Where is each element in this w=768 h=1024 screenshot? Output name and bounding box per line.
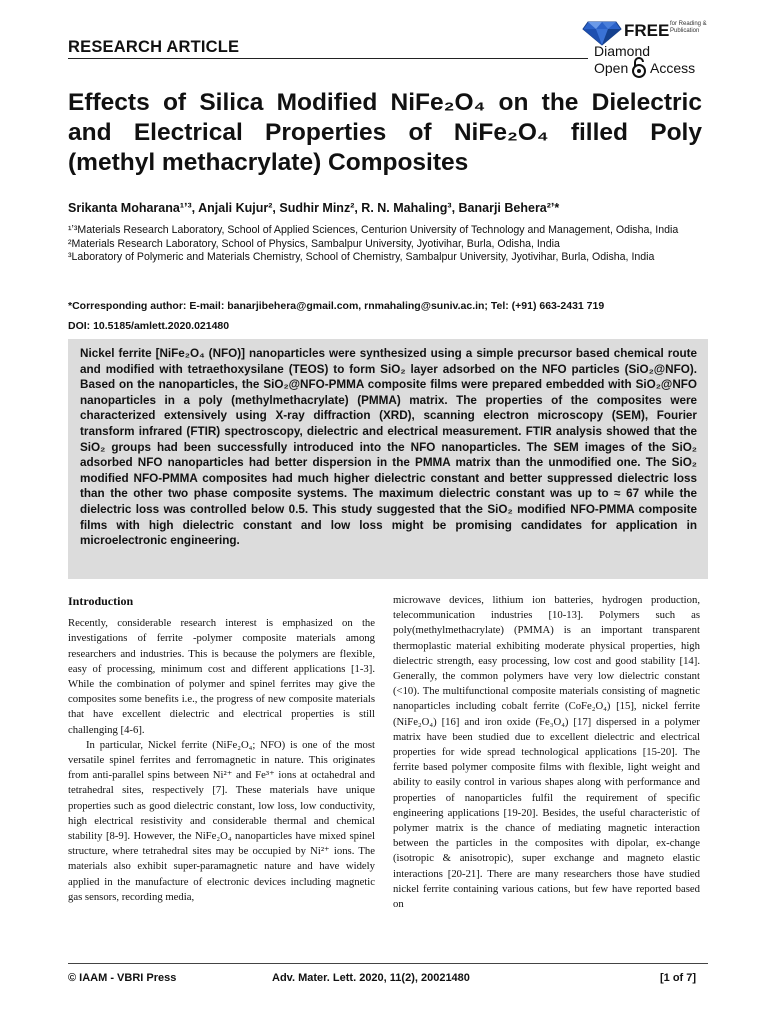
affiliations (68, 224, 708, 265)
access-label: Access (650, 60, 696, 76)
affiliation-3: ³Laboratory of Polymeric and Materials Chemistry, School of Chemistry, Sambalpur University, Jyotivihar, Burla, Odisha, India (68, 251, 655, 263)
diamond-gem-icon (582, 18, 622, 46)
corresponding-author: *Corresponding author: E-mail: banarjibehera@gmail.com, rnmahaling@suniv.ac.in; Tel: (+91) 663-2431 719 (68, 300, 605, 312)
free-note: for Reading & Publication (670, 21, 707, 34)
open-access-lock-icon (630, 56, 648, 78)
footer-page-number: [1 of 7] (660, 972, 697, 984)
header-divider (68, 58, 588, 59)
article-type-label: RESEARCH ARTICLE (68, 38, 240, 56)
affiliation-2: ²Materials Research Laboratory, School of Physics, Sambalpur University, Jyotivihar, Burla, Odisha, India (68, 237, 560, 250)
footer-publisher: © IAAM - VBRI Press (68, 972, 177, 984)
abstract-box: Nickel ferrite [NiFe₂O₄ (NFO)] nanoparticles were synthesized using a simple precursor based chemical route and modified with tetraethoxysilane (TEOS) to form SiO₂ layer adsorbed on the NFO particles (SiO₂@NFO). Based on the nanoparticles, the SiO₂@NFO-PMMA composite films were prepared embedded with SiO₂@NFO nanoparticles in a poly (methylmethacrylate) (PMMA) matrix. The properties of the composites were characterized extensively using X-ray diffraction (XRD), scanning electron microscopy (SEM), Fourier transform infrared (FTIR) spectroscopy, dielectric and electrical measurement. FTIR analysis showed that the SiO₂ groups had been successfully introduced into the NFO nanoparticles. The SEM images of the SiO₂ adsorbed NFO nanoparticles had better dispersion in the PMMA matrix than the unmodified one. The SiO₂ modified NFO-PMMA composites had much higher dielectric constant and better suppressed dielectric loss than the other two phase composite systems. The maximum dielectric constant was up to ≈ 67 while the dielectric loss was controlled below 0.5. This study suggested that the SiO₂ modified NFO-PMMA composite films with high dielectric constant and low loss might be promising candidates for application in microelectronic engineering. (68, 339, 708, 579)
paragraph: microwave devices, lithium ion batteries, hydrogen production, telecommunication industries [10-13]. Polymers such as poly(methylmethacrylate) (PMMA) is an important transparent thermoplastic material exhibiting moderate physical properties, high dielectric strength, easy processing, low cost and good stability [14]. Generally, the common polymers have very low dielectric constant (<10). The multifunctional composite materials consisting of magnetic nanoparticles including cobalt ferrite (CoFe₂O₄) [15], nickel ferrite (NiFe₂O₄) [16] and iron oxide (Fe₃O₄) [17] dispersed in a polymer matrix have been studied due to excellent dielectric and electrical properties for wide spread technological applications [15-20]. The ferrite based polymer composite films with flexible, light weight and ability to easily control in various shapes along with performance and properties of nanoparticles fulfil the requirement of specific engineering applications [19-20]. Besides, the useful characteristic of polymer matrix is the chance of mediating magnetic interaction between the particles in the composites with dipolar, ex-change (isotropic & anisotropic), super exchange and magneto elastic interactions [20-21]. There are many researchers those have studied nickel ferrite containing various cations, but few have reported based on (393, 594, 700, 911)
affiliation-1: ¹ʼ³Materials Research Laboratory, School of Applied Sciences, Centurion University of Technology and Management, Odisha, India (68, 224, 679, 236)
footer-citation: Adv. Mater. Lett. 2020, 11(2), 20021480 (272, 972, 470, 984)
diamond-label: Diamond (594, 43, 651, 59)
open-label: Open (594, 60, 629, 76)
body-column-right (393, 593, 700, 912)
diamond-open-access-logo (578, 16, 708, 80)
article-title: Effects of Silica Modified NiFe₂O₄ on the Dielectric and Electrical Properties of NiFe₂O₄ filled Poly (methyl methacrylate) Composites (68, 89, 702, 176)
section-heading-introduction: Introduction (68, 594, 134, 608)
body-column-left (68, 593, 375, 905)
paragraph: Recently, considerable research interest is emphasized on the investigations of ferrite -polymer composite materials among researchers and industries. This is because the polymers are flexible, easy of processing, minimum cost and different applications [1-3]. While the combination of polymer and spinel ferrites may give the composites some benefits i.e., the progress of new composite materials that have excellent dielectric and electrical properties is still challenging [4-6]. (68, 617, 375, 736)
doi[interactable]: DOI: 10.5185/amlett.2020.021480 (68, 320, 230, 332)
footer-divider (68, 963, 708, 964)
free-label: FREE (624, 21, 670, 40)
author-list: Srikanta Moharana¹ʼ³, Anjali Kujur², Sudhir Minz², R. N. Mahaling³, Banarji Behera²ʼ* (68, 201, 560, 215)
paragraph: In particular, Nickel ferrite (NiFe₂O₄; NFO) is one of the most versatile spinel ferrites and ferromagnetic in nature. This originates from anti-parallel spins between Ni²⁺ and Fe³⁺ ions at octahedral and tetrahedral sites, respectively [7]. These materials have unique properties such as good dielectric constant, low loss, low conductivity, high electrical resistivity and considerable thermal and chemical stability [8-9]. However, the NiFe₂O₄ nanoparticles have mixed spinel structure, where tetrahedral sites may be occupied by Ni²⁺ ions. The materials also exhibit super-paramagnetic nature and have widely applied in the manufacture of electronic devices including magnetic gas sensors, recording media, (68, 738, 375, 903)
